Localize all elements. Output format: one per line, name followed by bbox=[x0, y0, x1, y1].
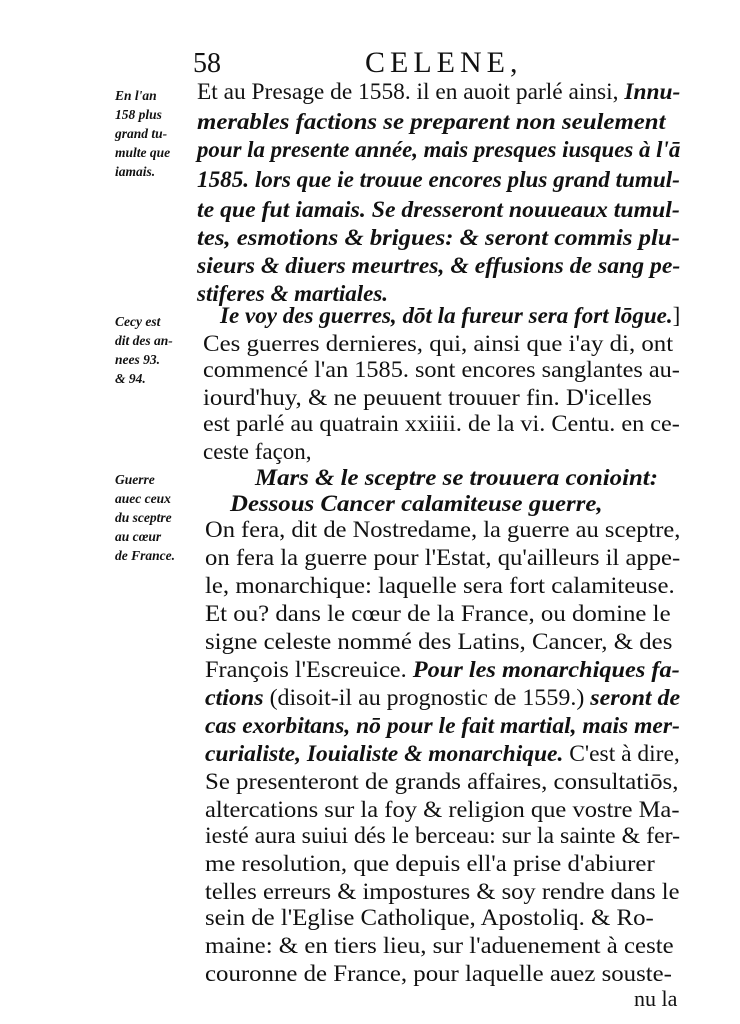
text-line bbox=[197, 252, 680, 280]
text-segment: tes, esmotions & brigues: & seront commis plu- bbox=[197, 225, 680, 250]
text-segment: altercations sur la foy & religion que vostre Ma- bbox=[205, 797, 680, 822]
text-line bbox=[205, 572, 675, 600]
page-number: 58 bbox=[193, 48, 221, 79]
catchword: nu la bbox=[634, 986, 678, 1011]
margin-note: Cecy est dit des an- nees 93. & 94. bbox=[115, 314, 173, 386]
text-line bbox=[205, 600, 671, 628]
text-line bbox=[203, 356, 680, 384]
text-line bbox=[197, 108, 666, 136]
text-segment: couronne de France, pour laquelle auez souste- bbox=[205, 961, 672, 986]
text-segment: te que fut iamais. Se dresseront nouueaux tumul- bbox=[197, 197, 680, 222]
text-segment: telles erreurs & impostures & soy rendre dans le bbox=[205, 879, 680, 904]
text-segment: commencé l'an 1585. sont encores sanglantes au- bbox=[203, 357, 680, 382]
text-segment: 1585. lors que ie trouue encores plus grand tumul- bbox=[197, 167, 680, 192]
text-line bbox=[203, 330, 673, 358]
margin-note: Guerre auec ceux du sceptre au cœur de France. bbox=[115, 472, 175, 563]
text-line bbox=[255, 464, 658, 492]
text-line bbox=[205, 850, 655, 878]
text-line bbox=[205, 822, 680, 850]
text-segment: C'est à dire, bbox=[563, 741, 680, 766]
text-segment: merables factions se preparent non seulement bbox=[197, 109, 666, 134]
text-segment: Se presenteront de grands affaires, consultatiōs, bbox=[205, 769, 679, 794]
text-line bbox=[197, 78, 680, 106]
text-line bbox=[205, 768, 678, 796]
text-segment: sieurs & diuers meurtres, & effusions de sang pe- bbox=[197, 253, 681, 278]
text-segment: iourd'huy, & ne peuuent trouuer fin. D'icelles bbox=[203, 385, 652, 410]
text-line bbox=[203, 410, 680, 438]
text-segment: Dessous Cancer calamiteuse guerre, bbox=[230, 491, 603, 516]
text-segment: est parlé au quatrain xxiiii. de la vi. Centu. en ce- bbox=[203, 411, 680, 436]
text-segment: pour la presente année, mais presques iusques à l'ā bbox=[197, 137, 681, 162]
text-line bbox=[203, 384, 652, 412]
text-segment: Ie voy des guerres, dōt la fureur sera fort lōgue. bbox=[220, 303, 673, 328]
text-segment: Ces guerres dernieres, qui, ainsi que i'ay di, ont bbox=[203, 331, 674, 356]
text-segment: Pour les monarchiques fa- bbox=[412, 657, 680, 682]
text-segment: ceste façon, bbox=[203, 439, 312, 464]
text-line bbox=[197, 136, 680, 164]
text-segment: Et au Presage de 1558. il en auoit parlé ainsi, bbox=[197, 79, 625, 104]
text-line bbox=[230, 490, 603, 518]
text-segment: signe celeste nommé des Latins, Cancer, & des bbox=[205, 629, 673, 654]
text-segment: seront de bbox=[590, 685, 681, 710]
text-segment: (disoit-il au prognostic de 1559.) bbox=[263, 685, 591, 710]
text-line bbox=[205, 878, 680, 906]
text-segment: curialiste, Iouialiste & monarchique. bbox=[205, 741, 564, 766]
text-line bbox=[197, 196, 680, 224]
text-segment: maine: & en tiers lieu, sur l'aduenement à ceste bbox=[205, 933, 674, 958]
text-line bbox=[205, 904, 654, 932]
text-line bbox=[205, 656, 680, 684]
text-line bbox=[197, 166, 680, 194]
margin-note: En l'an 158 plus grand tu- multe que iamais. bbox=[115, 88, 171, 179]
text-line bbox=[197, 224, 680, 252]
text-segment: François l'Escreuice. bbox=[205, 657, 413, 682]
text-segment: ] bbox=[672, 303, 681, 328]
text-segment: stiferes & martiales. bbox=[197, 281, 389, 306]
text-segment: cas exorbitans, nō pour le fait martial, mais mer- bbox=[205, 713, 680, 738]
text-line bbox=[205, 684, 680, 712]
text-segment: sein de l'Eglise Catholique, Apostoliq. & Ro- bbox=[205, 905, 654, 930]
text-segment: Mars & le sceptre se trouuera conioint: bbox=[255, 465, 658, 490]
running-head: CELENE, bbox=[365, 46, 523, 79]
text-segment: le, monarchique: laquelle sera fort calamiteuse. bbox=[205, 573, 675, 598]
text-segment: On fera, dit de Nostredame, la guerre au sceptre, bbox=[205, 517, 681, 542]
text-line bbox=[205, 628, 672, 656]
text-segment: me resolution, que depuis ell'a prise d'abiurer bbox=[205, 851, 655, 876]
text-line bbox=[203, 438, 312, 466]
text-line bbox=[205, 960, 672, 988]
text-line bbox=[205, 516, 680, 544]
text-line bbox=[205, 544, 680, 572]
text-line bbox=[205, 796, 680, 824]
text-segment: Innu- bbox=[624, 79, 681, 104]
text-segment: on fera la guerre pour l'Estat, qu'ailleurs il appe- bbox=[205, 545, 681, 570]
text-line bbox=[205, 712, 680, 740]
text-line bbox=[205, 932, 674, 960]
text-line bbox=[205, 740, 680, 768]
text-segment: Et ou? dans le cœur de la France, ou domine le bbox=[205, 601, 671, 626]
text-line bbox=[220, 302, 680, 330]
text-segment: iesté aura suiui dés le berceau: sur la sainte & fer- bbox=[205, 823, 681, 848]
text-segment: ctions bbox=[205, 685, 264, 710]
